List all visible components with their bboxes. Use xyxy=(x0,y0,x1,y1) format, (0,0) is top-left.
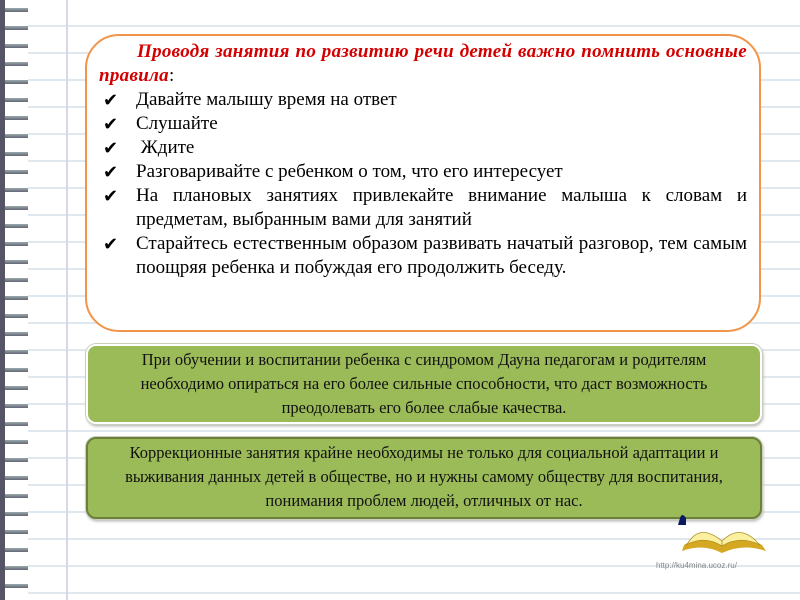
list-item xyxy=(99,136,747,160)
rules-title-text: Проводя занятия по развитию речи детей важно помнить основные правила xyxy=(99,41,747,86)
list-item-text: Давайте малышу время на ответ xyxy=(136,89,397,110)
rules-title-colon: : xyxy=(168,65,175,86)
rules-title xyxy=(99,40,747,88)
list-item xyxy=(99,184,747,232)
note-correction: Коррекционные занятия крайне необходимы не только для социальной адаптации и выживания данных детей в обществе, но и нужны самому обществу для воспитания, понимания проблем людей, отличных от нас. xyxy=(86,437,762,519)
list-item-text: На плановых занятиях привлекайте внимание малыша к словам и предметам, выбранным вами для занятий xyxy=(136,185,747,230)
checkmark-icon: ✔ xyxy=(103,234,119,254)
notebook-spiral xyxy=(0,0,28,600)
list-item-text: Слушайте xyxy=(136,113,218,134)
checkmark-icon: ✔ xyxy=(103,90,119,110)
rules-box xyxy=(85,34,761,332)
checkmark-icon: ✔ xyxy=(103,138,119,158)
list-item xyxy=(99,112,747,136)
list-item xyxy=(99,232,747,280)
list-item-text: Ждите xyxy=(136,137,195,158)
list-item xyxy=(99,88,747,112)
checkmark-icon: ✔ xyxy=(103,114,119,134)
rules-list xyxy=(99,88,747,280)
note-strengths: При обучении и воспитании ребенка с синдромом Дауна педагогам и родителям необходимо опираться на его более сильные способности, что даст возможность преодолевать его более слабые качества. xyxy=(86,344,762,424)
footer-url: http://ku4mina.ucoz.ru/ xyxy=(656,561,737,570)
checkmark-icon: ✔ xyxy=(103,162,119,182)
list-item xyxy=(99,160,747,184)
list-item-text: Разговаривайте с ребенком о том, что его интересует xyxy=(136,161,563,182)
checkmark-icon: ✔ xyxy=(103,186,119,206)
margin-line xyxy=(66,0,68,600)
book-icon xyxy=(678,515,768,557)
list-item-text: Старайтесь естественным образом развивать начатый разговор, тем самым поощряя ребенка и побуждая его продолжить беседу. xyxy=(136,233,747,278)
